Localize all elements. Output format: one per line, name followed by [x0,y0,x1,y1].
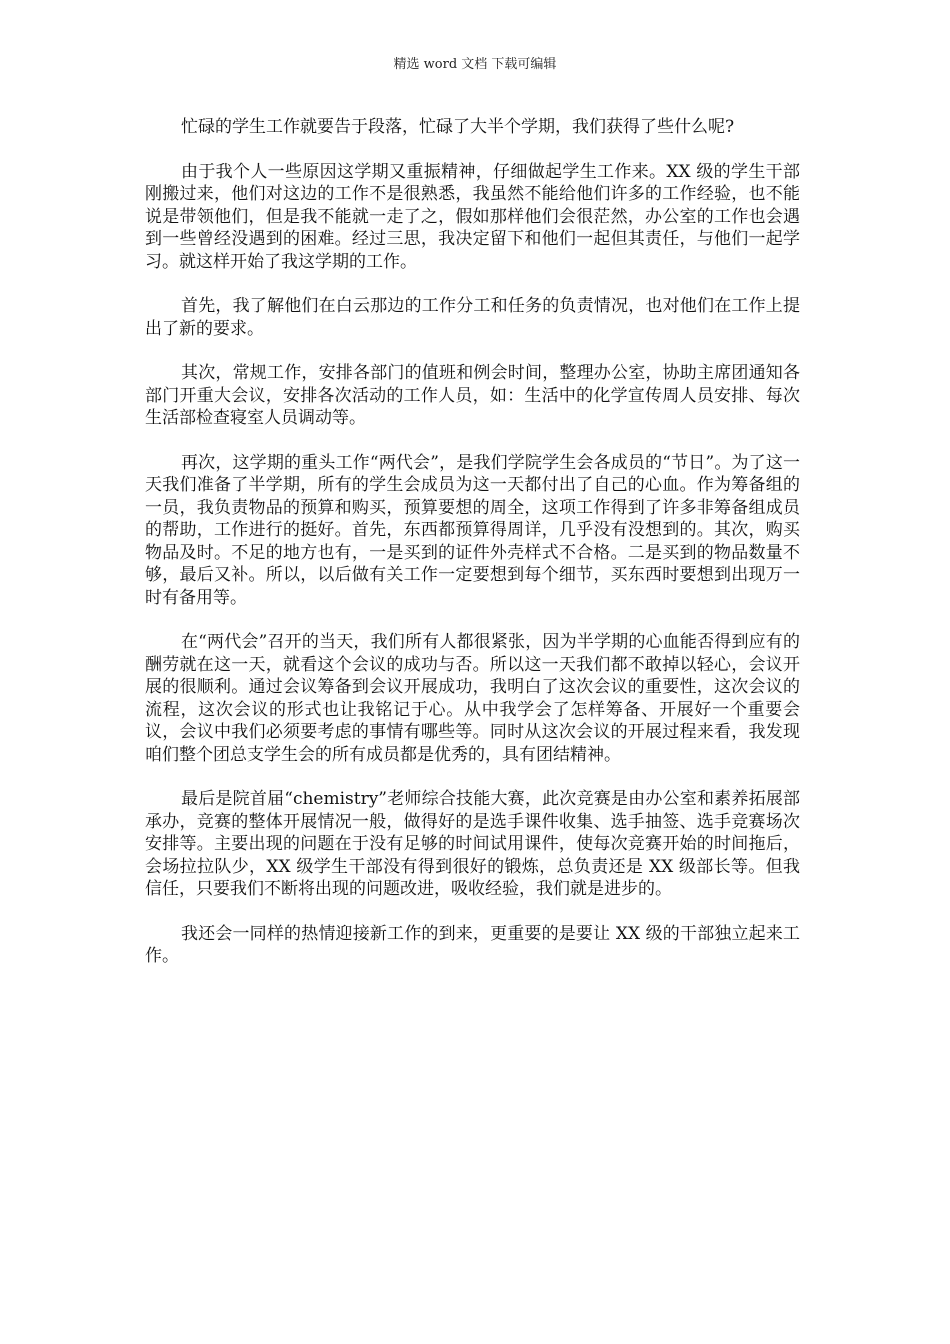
paragraph-background: 由于我个人一些原因这学期又重振精神，仔细做起学生工作来。XX 级的学生干部刚搬过来，他们对这边的工作不是很熟悉，我虽然不能给他们许多的工作经验，也不能说是带领他们，但是我不能就一走了之，假如那样他们会很茫然，办公室的工作也会遇到一些曾经没遇到的困难。经过三思，我决定留下和他们一起但其责任，与他们一起学习。就这样开始了我这学期的工作。 [145,161,800,272]
page-header: 精选 word 文档 下载可编辑 [393,57,557,72]
paragraph-conference: 在“两代会”召开的当天，我们所有人都很紧张，因为半学期的心血能否得到应有的酬劳就在这一天，就看这个会议的成功与否。所以这一天我们都不敢掉以轻心，会议开展的很顺利。通过会议筹备到会议开展成功，我明白了这次会议的重要性，这次会议的流程，这次会议的形式也让我铭记于心。从中我学会了怎样筹备、开展好一个重要会议，会议中我们必须要考虑的事情有哪些等。同时从这次会议的开展过程来看，我发现咱们整个团总支学生会的所有成员都是优秀的，具有团结精神。 [145,632,800,765]
paragraph-intro: 忙碌的学生工作就要告于段落，忙碌了大半个学期，我们获得了些什么呢? [181,117,735,137]
paragraph-conclusion: 我还会一同样的热情迎接新工作的到来，更重要的是要让 XX 级的干部独立起来工作。 [145,923,800,966]
document-body [145,116,800,990]
paragraph-first: 首先，我了解他们在白云那边的工作分工和任务的负责情况，也对他们在工作上提出了新的要求。 [145,296,800,339]
paragraph-second: 其次，常规工作，安排各部门的值班和例会时间，整理办公室，协助主席团通知各部门开重大会议，安排各次活动的工作人员，如：生活中的化学宣传周人员安排、每次生活部检查寝室人员调动等。 [145,363,800,428]
paragraph-third: 再次，这学期的重头工作“两代会”，是我们学院学生会各成员的“节日”。为了这一天我们准备了半学期，所有的学生会成员为这一天都付出了自己的心血。作为筹备组的一员，我负责物品的预算和购买，预算要想的周全，这项工作得到了许多非筹备组成员的帮助，工作进行的挺好。首先，东西都预算得周详，几乎没有没想到的。其次，购买物品及时。不足的地方也有，一是买到的证件外壳样式不合格。二是买到的物品数量不够，最后又补。所以，以后做有关工作一定要想到每个细节，买东西时要想到出现万一时有备用等。 [145,452,800,608]
paragraph-competition: 最后是院首届“chemistry”老师综合技能大赛，此次竞赛是由办公室和素养拓展部承办，竞赛的整体开展情况一般，做得好的是选手课件收集、选手抽签、选手竞赛场次安排等。主要出现的问题在于没有足够的时间试用课件，使每次竞赛开始的时间拖后，会场拉拉队少，XX 级学生干部没有得到很好的锻炼，总负责还是 XX 级部长等。但我信任，只要我们不断将出现的问题改进，吸收经验，我们就是进步的。 [145,789,800,899]
